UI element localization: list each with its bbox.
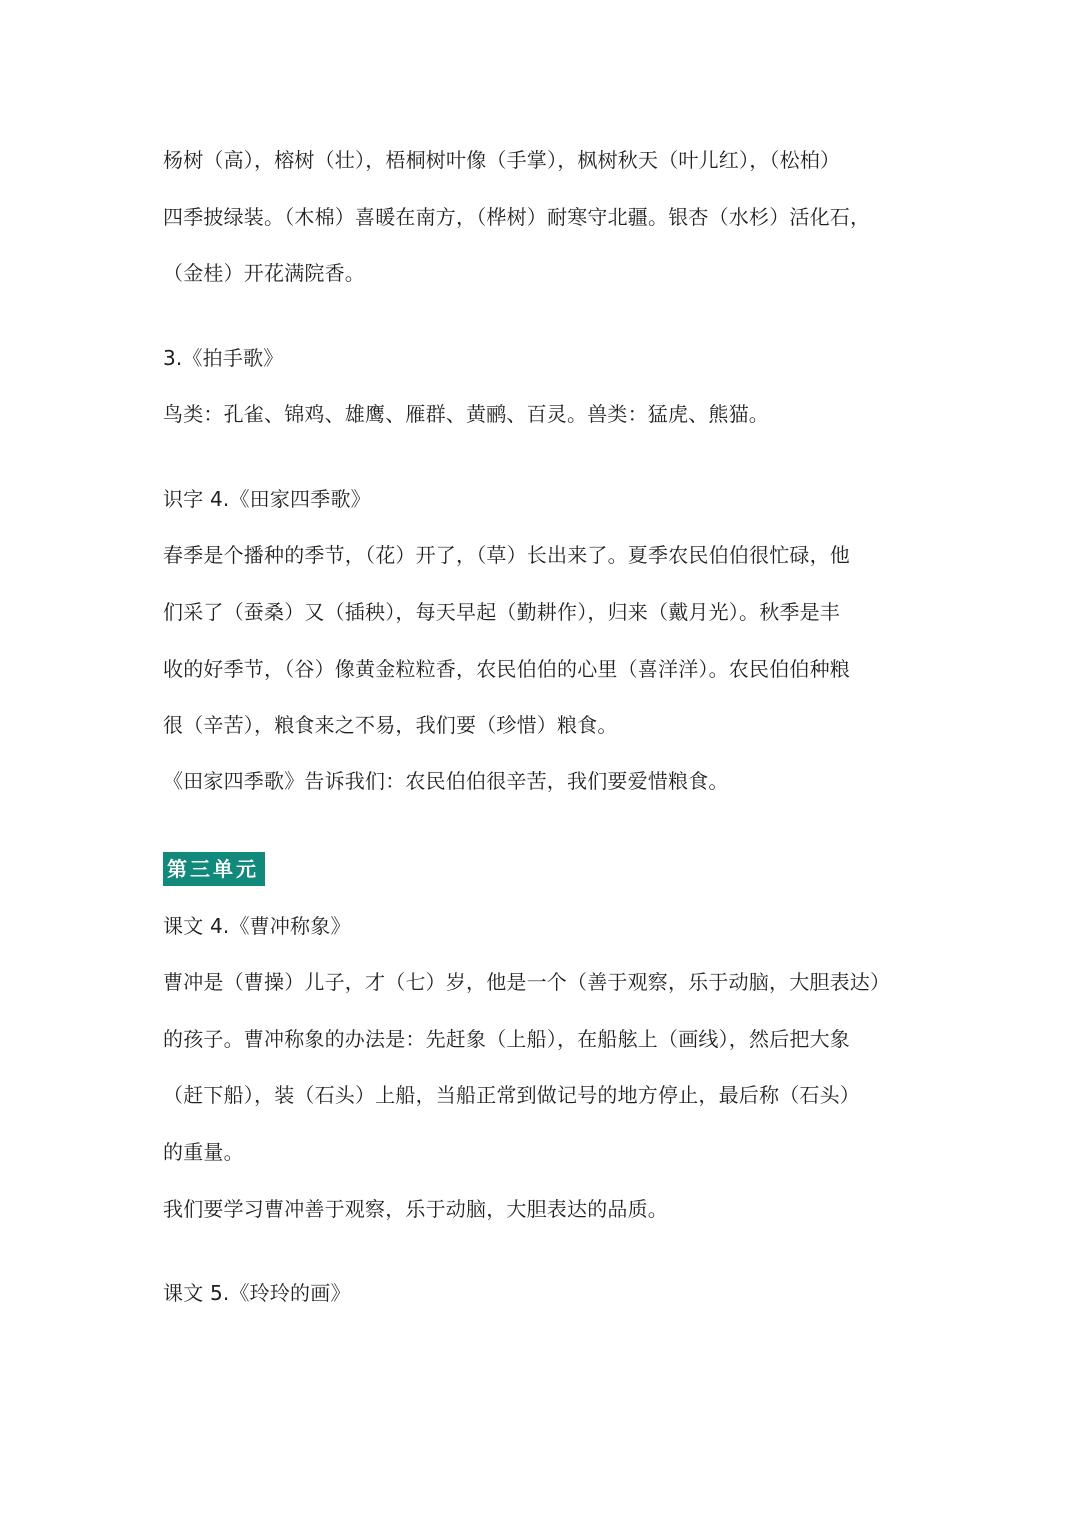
farm-seasons-line-4: 很（辛苦），粮食来之不易，我们要（珍惜）粮食。 [163,713,618,737]
trees-song-line-3: （金桂）开花满院香。 [163,261,365,285]
lingling-title: 课文 5.《玲玲的画》 [163,1281,351,1305]
cao-chong-line-3: （赶下船），装（石头）上船，当船正常到做记号的地方停止，最后称（石头） [163,1083,860,1107]
cao-chong-summary: 我们要学习曹冲善于观察，乐于动脑，大胆表达的品质。 [163,1197,668,1221]
farm-seasons-title: 识字 4.《田家四季歌》 [163,487,371,511]
clap-song-content: 鸟类：孔雀、锦鸡、雄鹰、雁群、黄鹂、百灵。兽类：猛虎、熊猫。 [163,402,769,426]
cao-chong-line-4: 的重量。 [163,1140,244,1164]
farm-seasons-line-2: 们采了（蚕桑）又（插秧），每天早起（勤耕作），归来（戴月光）。秋季是丰 [163,600,840,624]
trees-song-line-1: 杨树（高），榕树（壮），梧桐树叶像（手掌），枫树秋天（叶儿红），（松柏） [163,148,841,172]
trees-song-line-2: 四季披绿装。（木棉）喜暖在南方，（桦树）耐寒守北疆。银杏（水杉）活化石， [163,205,871,229]
clap-song-title: 3.《拍手歌》 [163,346,284,370]
unit-heading-badge: 第三单元 [163,852,265,886]
cao-chong-line-2: 的孩子。曹冲称象的办法是：先赶象（上船），在船舷上（画线），然后把大象 [163,1027,850,1051]
farm-seasons-line-1: 春季是个播种的季节，（花）开了，（草）长出来了。夏季农民伯伯很忙碌，他 [163,543,850,567]
cao-chong-line-1: 曹冲是（曹操）儿子，才（七）岁，他是一个（善于观察，乐于动脑，大胆表达） [163,970,891,994]
farm-seasons-line-3: 收的好季节，（谷）像黄金粒粒香，农民伯伯的心里（喜洋洋）。农民伯伯种粮 [163,657,850,681]
cao-chong-title: 课文 4.《曹冲称象》 [163,914,351,938]
farm-seasons-summary: 《田家四季歌》告诉我们：农民伯伯很辛苦，我们要爱惜粮食。 [163,769,729,793]
